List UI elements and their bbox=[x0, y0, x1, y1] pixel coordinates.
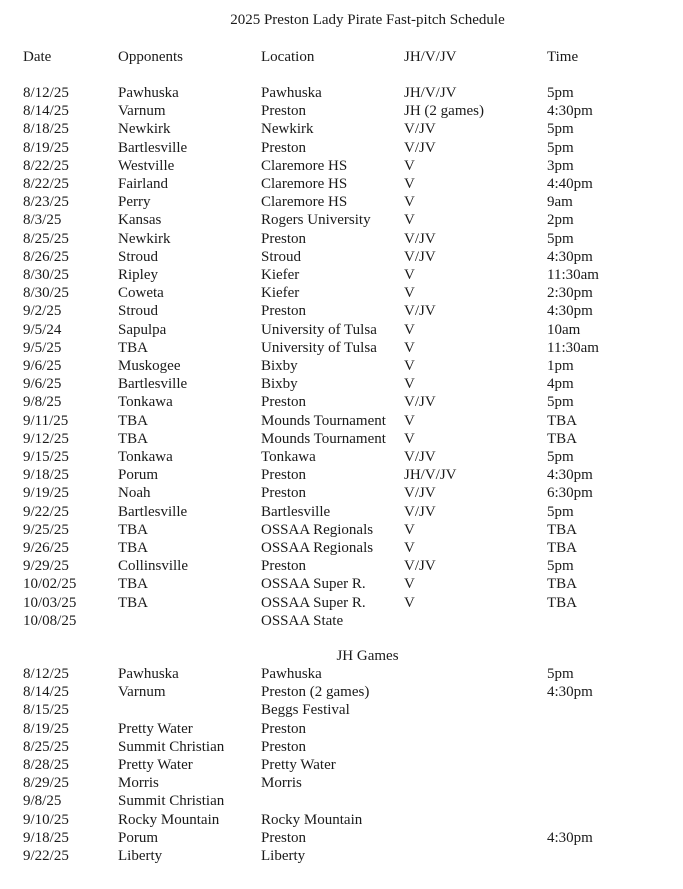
jh-game-location: Pawhuska bbox=[261, 666, 322, 682]
game-date: 8/30/25 bbox=[23, 285, 69, 302]
game-opponent: TBA bbox=[118, 594, 148, 611]
table-row bbox=[0, 284, 683, 302]
game-location: Pawhuska bbox=[261, 85, 322, 101]
game-date: 8/22/25 bbox=[23, 157, 69, 174]
game-location: OSSAA State bbox=[261, 612, 344, 629]
game-location: Preston bbox=[261, 139, 306, 156]
table-row bbox=[0, 466, 683, 484]
game-opponent: Noah bbox=[118, 485, 151, 502]
game-opponent: Stroud bbox=[118, 248, 159, 265]
game-time: 4:30pm bbox=[547, 303, 593, 320]
game-opponent: Porum bbox=[118, 467, 159, 484]
jh-game-location: Rocky Mountain bbox=[261, 811, 363, 828]
game-level: V bbox=[404, 358, 415, 374]
table-header-row bbox=[0, 48, 683, 66]
game-time: TBA bbox=[547, 576, 577, 593]
game-level: V/JV bbox=[404, 139, 436, 156]
game-location: Claremore HS bbox=[261, 194, 348, 211]
game-date: 9/26/25 bbox=[23, 540, 69, 556]
game-location: Preston bbox=[261, 485, 306, 502]
game-level: V bbox=[404, 176, 415, 192]
table-row bbox=[0, 521, 683, 539]
table-row bbox=[0, 484, 683, 502]
game-location: Stroud bbox=[261, 248, 302, 265]
header-date: Date bbox=[23, 49, 52, 65]
jh-game-date: 8/19/25 bbox=[23, 720, 69, 737]
jh-game-opponent: Rocky Mountain bbox=[118, 811, 220, 828]
jh-game-opponent: Pawhuska bbox=[118, 666, 179, 682]
jh-game-date: 8/29/25 bbox=[23, 775, 69, 792]
game-location: Tonkawa bbox=[261, 449, 316, 465]
game-date: 8/25/25 bbox=[23, 230, 69, 247]
game-date: 9/11/25 bbox=[23, 412, 69, 429]
game-opponent: Coweta bbox=[118, 285, 164, 302]
game-opponent: TBA bbox=[118, 339, 148, 356]
game-location: Kiefer bbox=[261, 267, 300, 283]
game-time: 5pm bbox=[547, 230, 574, 247]
game-date: 9/12/25 bbox=[23, 430, 69, 447]
game-date: 9/15/25 bbox=[23, 449, 69, 465]
header-location: Location bbox=[261, 49, 315, 65]
game-date: 9/5/25 bbox=[23, 339, 62, 356]
game-time: 5pm bbox=[547, 139, 574, 156]
table-row bbox=[0, 193, 683, 211]
game-opponent: Tonkawa bbox=[118, 449, 173, 465]
game-level: JH/V/JV bbox=[404, 85, 457, 101]
game-location: Preston bbox=[261, 467, 306, 484]
jh-game-date: 8/25/25 bbox=[23, 738, 69, 755]
table-row bbox=[0, 683, 683, 701]
jh-game-opponent: Summit Christian bbox=[118, 793, 225, 810]
table-row bbox=[0, 612, 683, 630]
game-location: OSSAA Regionals bbox=[261, 540, 374, 556]
game-opponent: Newkirk bbox=[118, 230, 171, 247]
game-opponent: Fairland bbox=[118, 176, 168, 192]
table-row bbox=[0, 84, 683, 102]
table-row bbox=[0, 375, 683, 393]
jh-game-opponent: Morris bbox=[118, 775, 159, 792]
game-time: 4pm bbox=[547, 376, 574, 393]
game-location: Mounds Tournament bbox=[261, 412, 386, 429]
game-date: 9/6/25 bbox=[23, 358, 62, 374]
game-opponent: Bartlesville bbox=[118, 376, 188, 393]
game-opponent: Ripley bbox=[118, 267, 158, 283]
table-row bbox=[0, 575, 683, 593]
jh-game-date: 9/8/25 bbox=[23, 793, 62, 810]
game-time: 11:30am bbox=[547, 339, 599, 356]
table-row bbox=[0, 792, 683, 810]
game-time: TBA bbox=[547, 594, 577, 611]
game-location: University of Tulsa bbox=[261, 321, 377, 338]
jh-game-location: Beggs Festival bbox=[261, 702, 350, 719]
game-date: 8/23/25 bbox=[23, 194, 69, 211]
game-date: 10/02/25 bbox=[23, 576, 77, 593]
game-opponent: Pawhuska bbox=[118, 85, 179, 101]
table-row bbox=[0, 102, 683, 120]
table-row bbox=[0, 774, 683, 792]
game-time: TBA bbox=[547, 540, 577, 556]
game-date: 8/14/25 bbox=[23, 103, 69, 120]
game-level: V bbox=[404, 339, 415, 356]
table-row bbox=[0, 339, 683, 357]
table-row bbox=[0, 230, 683, 248]
game-time: 9am bbox=[547, 194, 573, 211]
game-level: V bbox=[404, 212, 415, 229]
game-date: 9/5/24 bbox=[23, 321, 62, 338]
game-date: 8/18/25 bbox=[23, 121, 69, 138]
table-row bbox=[0, 393, 683, 411]
game-date: 8/26/25 bbox=[23, 248, 69, 265]
game-opponent: Collinsville bbox=[118, 558, 189, 575]
game-date: 9/18/25 bbox=[23, 467, 69, 484]
game-time: 4:30pm bbox=[547, 248, 593, 265]
jh-game-time: 4:30pm bbox=[547, 829, 593, 846]
table-row bbox=[0, 302, 683, 320]
game-location: Newkirk bbox=[261, 121, 314, 138]
game-time: 5pm bbox=[547, 449, 574, 465]
game-level: V bbox=[404, 412, 415, 429]
game-opponent: TBA bbox=[118, 412, 148, 429]
game-time: 3pm bbox=[547, 157, 574, 174]
table-row bbox=[0, 829, 683, 847]
jh-game-location: Pretty Water bbox=[261, 757, 336, 773]
jh-game-date: 8/28/25 bbox=[23, 757, 69, 773]
game-date: 9/22/25 bbox=[23, 503, 69, 520]
table-row bbox=[0, 811, 683, 829]
game-time: TBA bbox=[547, 521, 577, 538]
game-time: 2:30pm bbox=[547, 285, 593, 302]
header-time: Time bbox=[547, 49, 579, 65]
game-location: Claremore HS bbox=[261, 157, 348, 174]
table-row bbox=[0, 738, 683, 756]
game-level: V/JV bbox=[404, 503, 436, 520]
game-date: 9/8/25 bbox=[23, 394, 62, 411]
game-date: 9/6/25 bbox=[23, 376, 62, 393]
game-opponent: TBA bbox=[118, 540, 148, 556]
game-opponent: Bartlesville bbox=[118, 503, 188, 520]
table-row bbox=[0, 448, 683, 466]
game-opponent: Westville bbox=[118, 157, 175, 174]
game-time: 11:30am bbox=[547, 267, 599, 283]
game-location: Preston bbox=[261, 103, 306, 120]
jh-game-opponent: Liberty bbox=[118, 848, 163, 864]
game-time: 5pm bbox=[547, 121, 574, 138]
game-location: OSSAA Super R. bbox=[261, 576, 366, 593]
jh-game-date: 8/14/25 bbox=[23, 684, 69, 701]
game-level: V/JV bbox=[404, 394, 436, 411]
jh-game-opponent: Varnum bbox=[118, 684, 166, 701]
game-opponent: TBA bbox=[118, 521, 148, 538]
game-opponent: Muskogee bbox=[118, 358, 181, 374]
game-level: V bbox=[404, 321, 415, 338]
game-level: V bbox=[404, 576, 415, 593]
game-time: 4:30pm bbox=[547, 467, 593, 484]
game-location: Bartlesville bbox=[261, 503, 331, 520]
jh-game-date: 9/18/25 bbox=[23, 829, 69, 846]
game-opponent: Tonkawa bbox=[118, 394, 173, 411]
game-date: 9/25/25 bbox=[23, 521, 69, 538]
game-opponent: TBA bbox=[118, 576, 148, 593]
header-level: JH/V/JV bbox=[404, 49, 457, 65]
game-location: Kiefer bbox=[261, 285, 300, 302]
game-time: 10am bbox=[547, 321, 581, 338]
jh-game-opponent: Pretty Water bbox=[118, 757, 193, 773]
game-level: JH (2 games) bbox=[404, 103, 484, 120]
game-opponent: Bartlesville bbox=[118, 139, 188, 156]
game-time: 6:30pm bbox=[547, 485, 593, 502]
jh-game-time: 5pm bbox=[547, 666, 574, 682]
table-row bbox=[0, 120, 683, 138]
game-date: 10/03/25 bbox=[23, 594, 77, 611]
table-row bbox=[0, 321, 683, 339]
game-level: V bbox=[404, 376, 415, 393]
game-time: 5pm bbox=[547, 558, 574, 575]
game-level: V bbox=[404, 157, 415, 174]
game-opponent: TBA bbox=[118, 430, 148, 447]
jh-game-location: Preston bbox=[261, 829, 306, 846]
game-opponent: Perry bbox=[118, 194, 151, 211]
game-time: 5pm bbox=[547, 85, 574, 101]
game-location: Preston bbox=[261, 230, 306, 247]
game-location: Rogers University bbox=[261, 212, 371, 229]
game-time: 2pm bbox=[547, 212, 574, 229]
game-level: V/JV bbox=[404, 303, 436, 320]
game-date: 10/08/25 bbox=[23, 612, 77, 629]
game-location: OSSAA Super R. bbox=[261, 594, 366, 611]
game-location: Mounds Tournament bbox=[261, 430, 386, 447]
jh-game-date: 9/10/25 bbox=[23, 811, 69, 828]
game-time: 4:40pm bbox=[547, 176, 593, 192]
page-title: 2025 Preston Lady Pirate Fast-pitch Schedule bbox=[230, 12, 505, 28]
game-date: 8/3/25 bbox=[23, 212, 62, 229]
game-time: 4:30pm bbox=[547, 103, 593, 120]
table-row bbox=[0, 720, 683, 738]
table-row bbox=[0, 248, 683, 266]
table-row bbox=[0, 430, 683, 448]
game-level: V/JV bbox=[404, 121, 436, 138]
jh-game-date: 9/22/25 bbox=[23, 848, 69, 864]
jh-game-location: Morris bbox=[261, 775, 302, 792]
game-location: Claremore HS bbox=[261, 176, 348, 192]
jh-game-date: 8/12/25 bbox=[23, 666, 69, 682]
game-level: JH/V/JV bbox=[404, 467, 457, 484]
game-location: Preston bbox=[261, 394, 306, 411]
game-time: 5pm bbox=[547, 394, 574, 411]
jh-section-title: JH Games bbox=[336, 648, 399, 664]
jh-game-opponent: Pretty Water bbox=[118, 720, 193, 737]
game-date: 9/2/25 bbox=[23, 303, 62, 320]
game-date: 9/29/25 bbox=[23, 558, 69, 575]
game-date: 8/30/25 bbox=[23, 267, 69, 283]
game-level: V/JV bbox=[404, 558, 436, 575]
game-date: 8/19/25 bbox=[23, 139, 69, 156]
game-level: V/JV bbox=[404, 230, 436, 247]
jh-game-location: Preston bbox=[261, 720, 306, 737]
game-opponent: Varnum bbox=[118, 103, 166, 120]
table-row bbox=[0, 412, 683, 430]
jh-game-location: Preston bbox=[261, 738, 306, 755]
table-row bbox=[0, 175, 683, 193]
game-location: Preston bbox=[261, 303, 306, 320]
header-opponents: Opponents bbox=[118, 49, 183, 65]
table-row bbox=[0, 594, 683, 612]
jh-game-location: Preston (2 games) bbox=[261, 684, 370, 701]
game-opponent: Stroud bbox=[118, 303, 159, 320]
table-row bbox=[0, 539, 683, 557]
table-row bbox=[0, 157, 683, 175]
game-level: V bbox=[404, 285, 415, 302]
table-row bbox=[0, 557, 683, 575]
table-row bbox=[0, 503, 683, 521]
game-opponent: Newkirk bbox=[118, 121, 171, 138]
jh-game-time: 4:30pm bbox=[547, 684, 593, 701]
game-level: V bbox=[404, 430, 415, 447]
game-date: 9/19/25 bbox=[23, 485, 69, 502]
jh-game-opponent: Porum bbox=[118, 829, 159, 846]
game-location: Bixby bbox=[261, 358, 298, 374]
table-row bbox=[0, 847, 683, 865]
game-location: OSSAA Regionals bbox=[261, 521, 374, 538]
game-location: University of Tulsa bbox=[261, 339, 377, 356]
table-row bbox=[0, 211, 683, 229]
game-date: 8/22/25 bbox=[23, 176, 69, 192]
game-time: TBA bbox=[547, 430, 577, 447]
game-level: V bbox=[404, 594, 415, 611]
game-location: Preston bbox=[261, 558, 306, 575]
game-level: V bbox=[404, 540, 415, 556]
jh-game-opponent: Summit Christian bbox=[118, 738, 225, 755]
game-level: V bbox=[404, 194, 415, 211]
game-date: 8/12/25 bbox=[23, 85, 69, 101]
table-row bbox=[0, 139, 683, 157]
game-time: TBA bbox=[547, 412, 577, 429]
jh-game-location: Liberty bbox=[261, 848, 306, 864]
game-time: 1pm bbox=[547, 358, 574, 374]
game-location: Bixby bbox=[261, 376, 298, 393]
game-time: 5pm bbox=[547, 503, 574, 520]
table-row bbox=[0, 665, 683, 683]
table-row bbox=[0, 357, 683, 375]
table-row bbox=[0, 756, 683, 774]
game-level: V bbox=[404, 521, 415, 538]
game-opponent: Kansas bbox=[118, 212, 162, 229]
game-level: V/JV bbox=[404, 248, 436, 265]
game-level: V bbox=[404, 267, 415, 283]
game-level: V/JV bbox=[404, 485, 436, 502]
game-level: V/JV bbox=[404, 449, 436, 465]
table-row bbox=[0, 701, 683, 719]
jh-game-date: 8/15/25 bbox=[23, 702, 69, 719]
table-row bbox=[0, 266, 683, 284]
game-opponent: Sapulpa bbox=[118, 321, 167, 338]
